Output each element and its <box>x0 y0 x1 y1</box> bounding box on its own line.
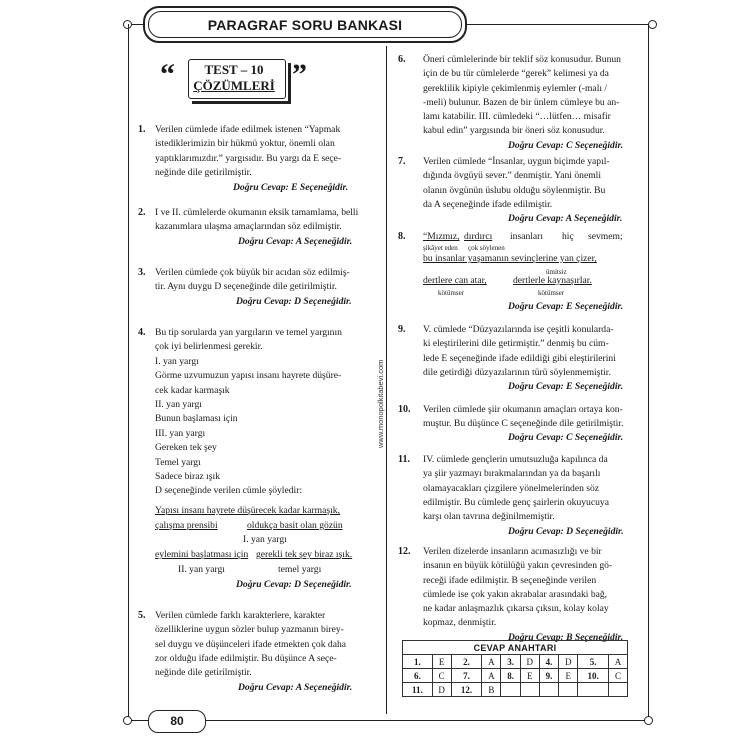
text-line: dile getirdiği düzyazılarının türü söylenmemiştir. <box>423 366 611 378</box>
question-text <box>423 323 616 380</box>
text-line: I. yan yargı <box>155 355 199 367</box>
key-number: 1. <box>403 655 433 669</box>
text-line: ne kadar anlaşmazlık çıkarsa çıksın, kolay kolay <box>423 603 609 615</box>
text-line: Verilen cümlede şiir okumanın amaçları ortaya kon- <box>423 404 623 415</box>
text-line: için de bu tür cümlelerde “gerek” kelimesi ya da <box>423 68 609 80</box>
key-letter: D <box>559 655 578 669</box>
header-title-inner <box>148 11 462 38</box>
text-line: kazanımlara ulaşma amaçlarından söz edilmiştir. <box>155 221 342 233</box>
text-line: I ve II. cümlelerde okumanın eksik tamamlama, belli <box>155 207 359 218</box>
text-line: istediklerimizin bir hükmü yoktur, önemli olan <box>155 138 335 150</box>
phrase-dertlerle-kaynasirlar: dertlerle kaynaşırlar. <box>513 275 592 286</box>
key-letter: E <box>520 669 539 683</box>
question-text <box>155 123 341 180</box>
footer-rule-right <box>206 720 648 721</box>
text-line: Gereken tek şey <box>155 442 217 454</box>
question-text <box>155 266 350 295</box>
key-number: 8. <box>501 669 521 683</box>
page-title: PARAGRAF SORU BANKASI <box>207 16 403 33</box>
text-line: dığında övgüyü sever.” denmiştir. Yani önemli <box>423 170 602 182</box>
question-number: 9. <box>398 324 406 335</box>
text-line: insanın en büyük kötülüğü yakın çevresinden gö- <box>423 560 613 572</box>
key-letter <box>520 683 539 697</box>
text-line: sel duygu ve düşünceleri ifade etmekten çok daha <box>155 638 347 650</box>
text-line: Bunun başlaması için <box>155 413 238 425</box>
text-line: receği ifade edilmiştir. B seçeneğinde verilen <box>423 574 597 586</box>
correct-answer: Doğru Cevap: C Seçeneğidir. <box>508 140 624 151</box>
example-line-3a: eylemini başlatması için <box>155 549 249 560</box>
test-badge <box>178 56 290 100</box>
question-number: 3. <box>138 267 146 278</box>
example-line-1: Yapısı insanı hayrete düşürecek kadar karmaşık, <box>155 505 340 516</box>
text-line: cümlede ise çok yakın akrabalar arasındaki bağ, <box>423 588 608 600</box>
correct-answer: Doğru Cevap: E Seçeneğidir. <box>508 301 624 312</box>
text-line: Sadece biraz ışık <box>155 471 220 483</box>
label-first-clause: I. yan yargı <box>243 534 287 545</box>
word-sevmem: sevmem; <box>588 231 623 242</box>
key-number: 9. <box>539 669 559 683</box>
word-hic: hiç <box>562 231 574 242</box>
text-line: Verilen cümlede ifade edilmek istenen “Yapmak <box>155 124 341 135</box>
text-line: ki eleştirilerini dile getirmiştir.” denmiş bu cüm- <box>423 338 609 350</box>
text-line: özelliklerine uygun sözler bulup yazmanın birey- <box>155 624 344 636</box>
question-text <box>423 403 623 432</box>
example-line-2b: oldukça basit olan gözün <box>247 520 343 531</box>
correct-answer: Doğru Cevap: B Seçeneğidir. <box>508 632 624 643</box>
question-text <box>423 53 621 139</box>
text-line: muştur. Bu düşünce C seçeneğinde dile getirilmiştir. <box>423 418 624 430</box>
gloss-cok-soylenen: çok söylenen <box>468 244 505 252</box>
header-title-box <box>143 6 467 43</box>
left-margin-rule <box>128 24 129 720</box>
question-number: 8. <box>398 231 406 242</box>
text-line: V. cümlede “Düzyazılarında ise çeşitli konularda- <box>423 324 614 335</box>
text-line: olanın övgünün üslubu olduğu söylenmiştir. Bu <box>423 184 606 196</box>
key-letter: E <box>559 669 578 683</box>
answer-key-row <box>403 683 628 697</box>
text-line: olamayacakları çizgilere yönelmelerinden söz <box>423 482 600 494</box>
key-letter: C <box>432 669 451 683</box>
gloss-sikayet-eden: şikâyet eden <box>423 244 458 252</box>
key-number: 10. <box>578 669 609 683</box>
text-line: Verilen cümlede çok büyük bir acıdan söz edilmiş- <box>155 267 350 278</box>
text-line: Verilen cümlede “İnsanlar, uygun biçimde yapıl- <box>423 156 610 167</box>
text-line: yaptıklarımızdır.” yargısıdır. Bu yargı da E seçe- <box>155 152 342 164</box>
question-number: 1. <box>138 124 146 135</box>
text-line: tir. Aynı duygu D seçeneğinde dile getirilmiştir. <box>155 281 337 293</box>
text-line: lede E seçeneğinde ifade edildiği gibi eleştirilerini <box>423 352 616 364</box>
text-line: IV. cümlede gençlerin umutsuzluğa kapılınca da <box>423 454 608 465</box>
key-letter: D <box>520 655 539 669</box>
key-number: 6. <box>403 669 433 683</box>
example-line-2a: çalışma prensibi <box>155 520 218 531</box>
text-line: Verilen dizelerde insanların acımasızlığı ve bir <box>423 546 602 557</box>
text-line: edilmiştir. Bu cümlede genç şairlerin okuyucuya <box>423 496 609 508</box>
answer-key-row <box>403 669 628 683</box>
correct-answer: Doğru Cevap: A Seçeneğidir. <box>238 682 353 693</box>
correct-answer: Doğru Cevap: E Seçeneğidir. <box>233 182 349 193</box>
key-number: 3. <box>501 655 521 669</box>
question-number: 12. <box>398 546 411 557</box>
text-line: Verilen cümlede farklı karakterlere, karakter <box>155 610 326 621</box>
key-number <box>578 683 609 697</box>
text-line: Öneri cümlelerinde bir teklif söz konusudur. Bunun <box>423 54 621 65</box>
key-number <box>539 683 559 697</box>
text-line: III. yan yargı <box>155 427 206 439</box>
publisher-url: www.monopolkitabevi.com <box>376 359 385 448</box>
example-line-3b: gerekli tek şey biraz ışık. <box>256 549 353 560</box>
key-number: 5. <box>578 655 609 669</box>
text-line: Bu tip sorularda yan yargıların ve temel yargının <box>155 327 342 338</box>
key-number: 12. <box>451 683 482 697</box>
text-line: zor olduğu ifade edilmiştir. Bu düşünce A seçe- <box>155 652 337 664</box>
text-line: neğinde dile getirilmiştir. <box>155 166 252 178</box>
label-second-clause: II. yan yargı <box>178 564 225 575</box>
key-letter: E <box>432 655 451 669</box>
phrase-dertlere-can-atar: dertlere can atar, <box>423 275 487 286</box>
question-text <box>423 453 609 524</box>
text-line: cek kadar karmaşık <box>155 384 230 396</box>
text-line: karşı olan tavrına değinilmemiştir. <box>423 511 555 523</box>
quote-open-icon: “ <box>160 58 175 91</box>
answer-key-header-row <box>403 641 628 655</box>
correct-answer: Doğru Cevap: D Seçeneğidir. <box>236 579 352 590</box>
badge-solutions-label: ÇÖZÜMLERİ <box>193 78 275 93</box>
text-line: II. yan yargı <box>155 399 202 411</box>
answer-key-title: CEVAP ANAHTARI <box>403 641 628 655</box>
question-text <box>423 545 612 631</box>
key-letter: A <box>609 655 628 669</box>
page-number: 80 <box>148 710 206 733</box>
text-line: lamı katabilir. III. cümledeki “…lütfen… misafir <box>423 111 611 123</box>
text-line: kopmaz, denmiştir. <box>423 617 497 629</box>
text-line: D seçeneğinde verilen cümle şöyledir: <box>155 485 303 497</box>
key-letter: C <box>609 669 628 683</box>
question-text <box>155 206 358 235</box>
badge-test-number: TEST – 10 <box>204 62 264 77</box>
question-number: 4. <box>138 327 146 338</box>
column-divider <box>386 46 387 714</box>
correct-answer: Doğru Cevap: C Seçeneğidir. <box>508 432 624 443</box>
word-dirdirci: dırdırcı <box>464 231 493 242</box>
answer-key-row <box>403 655 628 669</box>
text-line: neğinde dile getirilmiştir. <box>155 667 252 679</box>
quote-close-icon: ” <box>292 58 307 91</box>
label-main-clause: temel yargı <box>278 564 322 575</box>
question-number: 6. <box>398 54 406 65</box>
question-text <box>155 326 342 499</box>
gloss-umitsiz: ümitsiz <box>546 268 567 276</box>
word-insanlari: insanları <box>510 231 544 242</box>
text-line: ya şiir yazmayı bırakmalarından ya da başarılı <box>423 468 601 480</box>
sentence-line-2: bu insanlar yaşamanın sevinçlerine yan çizer, <box>423 253 597 264</box>
question-text <box>423 155 610 212</box>
key-letter: A <box>482 669 501 683</box>
correct-answer: Doğru Cevap: D Seçeneğidir. <box>508 526 624 537</box>
question-number: 5. <box>138 610 146 621</box>
question-number: 11. <box>398 454 410 465</box>
key-letter <box>559 683 578 697</box>
footer-dot-left <box>123 716 132 725</box>
text-line: Görme uzvumuzun yapısı insanı hayrete düşüre- <box>155 370 342 382</box>
question-number: 7. <box>398 156 406 167</box>
text-line: -meli) bulunur. Bazen de bir ünlem cümleye bu an- <box>423 96 620 108</box>
key-letter: D <box>432 683 451 697</box>
right-margin-rule <box>648 24 649 720</box>
key-letter: A <box>482 655 501 669</box>
key-letter <box>609 683 628 697</box>
question-number: 2. <box>138 207 146 218</box>
key-number <box>501 683 521 697</box>
correct-answer: Doğru Cevap: D Seçeneğidir. <box>236 296 352 307</box>
question-text <box>155 609 346 680</box>
question-number: 10. <box>398 404 411 415</box>
correct-answer: Doğru Cevap: A Seçeneğidir. <box>508 213 623 224</box>
header-dot-right <box>648 20 657 29</box>
gloss-kotumser-2: kötümser <box>538 289 565 297</box>
word-mizmiz: “Mızmız, <box>423 231 460 242</box>
key-number: 7. <box>451 669 482 683</box>
text-line: kabul edin” yargısında bir öneri söz konusudur. <box>423 125 605 137</box>
gloss-kotumser-1: kötümser <box>438 289 465 297</box>
key-number: 4. <box>539 655 559 669</box>
text-line: Temel yargı <box>155 456 201 468</box>
key-number: 2. <box>451 655 482 669</box>
correct-answer: Doğru Cevap: E Seçeneğidir. <box>508 381 624 392</box>
answer-key-table <box>402 640 628 697</box>
header-rule-right <box>465 24 650 25</box>
text-line: çok iyi belirlenmesi gerekir. <box>155 341 263 353</box>
key-letter: B <box>482 683 501 697</box>
text-line: da A seçeneğinde ifade edilmiştir. <box>423 198 553 210</box>
footer-dot-right <box>644 716 653 725</box>
key-number: 11. <box>403 683 433 697</box>
correct-answer: Doğru Cevap: A Seçeneğidir. <box>238 236 353 247</box>
text-line: gereklilik kipiyle çekimlenmiş eylemler (-malı / <box>423 82 608 94</box>
